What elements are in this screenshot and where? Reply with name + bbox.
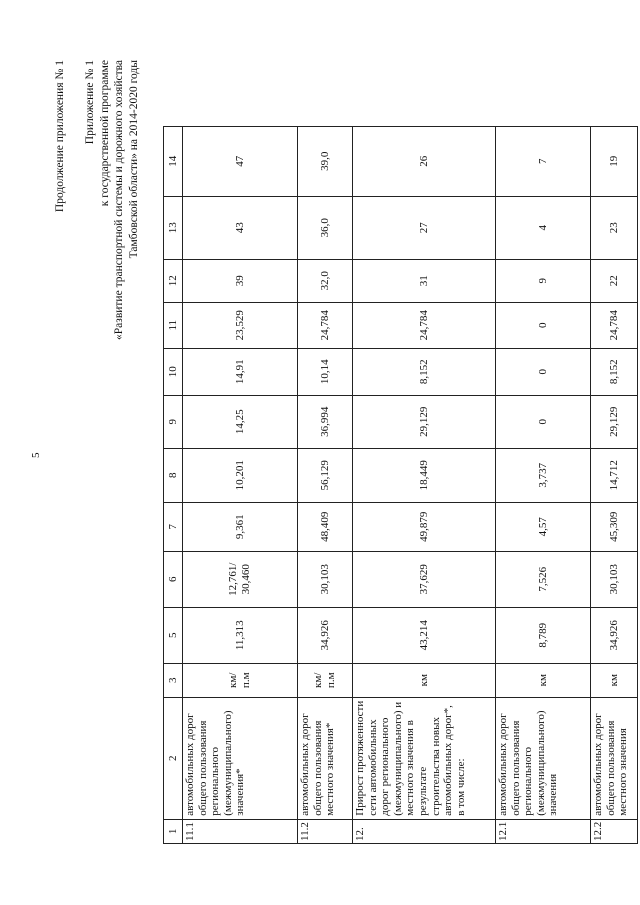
value-cell: 8,152 bbox=[353, 348, 496, 395]
value-cell: 29,129 bbox=[591, 395, 638, 448]
value-cell: 10,201 bbox=[183, 448, 298, 502]
row-name: автомобильных дорог общего пользования местного значения bbox=[591, 697, 638, 819]
value-cell: 36,994 bbox=[298, 395, 353, 448]
value-cell: 49,879 bbox=[353, 502, 496, 551]
value-cell: 14,91 bbox=[183, 348, 298, 395]
value-cell: 37,629 bbox=[353, 551, 496, 607]
row-name: автомобильных дорог общего пользования регионального (межмуниципального) значения bbox=[496, 697, 591, 819]
value-cell: 27 bbox=[353, 196, 496, 259]
value-cell: 26 bbox=[353, 126, 496, 196]
value-cell: 19 bbox=[591, 126, 638, 196]
header-cell: 12 bbox=[164, 259, 183, 302]
row-number: 11.2 bbox=[298, 819, 353, 843]
value-cell: 0 bbox=[496, 348, 591, 395]
header-cell: 7 bbox=[164, 502, 183, 551]
header-cell: 13 bbox=[164, 196, 183, 259]
header-cell: 8 bbox=[164, 448, 183, 502]
value-cell: 43,214 bbox=[353, 607, 496, 663]
value-cell: 23,529 bbox=[183, 302, 298, 348]
row-name: автомобильных дорог общего пользования регионального (межмуниципального) значения* bbox=[183, 697, 298, 819]
value-cell: 18,449 bbox=[353, 448, 496, 502]
row-number: 12. bbox=[353, 819, 496, 843]
table-row bbox=[591, 126, 638, 843]
table-row bbox=[183, 126, 298, 843]
row-unit: км bbox=[591, 663, 638, 697]
value-cell: 22 bbox=[591, 259, 638, 302]
value-cell: 8,789 bbox=[496, 607, 591, 663]
page-number: 5 bbox=[30, 452, 42, 458]
table-row bbox=[298, 126, 353, 843]
header-cell: 14 bbox=[164, 126, 183, 196]
value-cell: 14,712 bbox=[591, 448, 638, 502]
value-cell: 43 bbox=[183, 196, 298, 259]
value-cell: 48,409 bbox=[298, 502, 353, 551]
value-cell: 4 bbox=[496, 196, 591, 259]
value-cell: 24,784 bbox=[298, 302, 353, 348]
appendix-line: Приложение № 1 bbox=[84, 60, 96, 145]
appendix-header bbox=[83, 60, 141, 390]
value-cell: 11,313 bbox=[183, 607, 298, 663]
value-cell: 0 bbox=[496, 395, 591, 448]
row-number: 12.2 bbox=[591, 819, 638, 843]
value-cell: 14,25 bbox=[183, 395, 298, 448]
header-cell: 3 bbox=[164, 663, 183, 697]
value-cell: 24,784 bbox=[353, 302, 496, 348]
header-row bbox=[164, 126, 183, 843]
value-cell: 47 bbox=[183, 126, 298, 196]
header-cell: 5 bbox=[164, 607, 183, 663]
row-unit: км bbox=[353, 663, 496, 697]
row-unit: км/ п.м bbox=[183, 663, 298, 697]
header-cell: 1 bbox=[164, 819, 183, 843]
value-cell: 31 bbox=[353, 259, 496, 302]
row-name: автомобильных дорог общего пользования местного значения* bbox=[298, 697, 353, 819]
value-cell: 34,926 bbox=[591, 607, 638, 663]
value-cell: 3,737 bbox=[496, 448, 591, 502]
row-unit: км/ п.м bbox=[298, 663, 353, 697]
value-cell: 24,784 bbox=[591, 302, 638, 348]
value-cell: 9,361 bbox=[183, 502, 298, 551]
value-cell: 4,57 bbox=[496, 502, 591, 551]
row-name: Прирост протяженности сети автомобильных дорог регионального (межмуниципального) и местного значения в результате строительства новых автомобильных дорог*, в том числе: bbox=[353, 697, 496, 819]
header-cell: 6 bbox=[164, 551, 183, 607]
value-cell: 7,526 bbox=[496, 551, 591, 607]
value-cell: 56,129 bbox=[298, 448, 353, 502]
indicators-table bbox=[163, 126, 638, 844]
value-cell: 8,152 bbox=[591, 348, 638, 395]
value-cell: 36,0 bbox=[298, 196, 353, 259]
table-row bbox=[353, 126, 496, 843]
header-cell: 10 bbox=[164, 348, 183, 395]
header-cell: 2 bbox=[164, 697, 183, 819]
appendix-line: «Развитие транспортной системы и дорожного хозяйства bbox=[113, 60, 125, 340]
value-cell: 30,103 bbox=[591, 551, 638, 607]
value-cell: 0 bbox=[496, 302, 591, 348]
appendix-line: Тамбовской области» на 2014-2020 годы bbox=[127, 60, 140, 259]
value-cell: 29,129 bbox=[353, 395, 496, 448]
value-cell: 39,0 bbox=[298, 126, 353, 196]
continuation-title: Продолжение приложения № 1 bbox=[54, 60, 66, 213]
value-cell: 32,0 bbox=[298, 259, 353, 302]
value-cell: 12,761/ 30,460 bbox=[183, 551, 298, 607]
header-cell: 11 bbox=[164, 302, 183, 348]
row-unit: км bbox=[496, 663, 591, 697]
appendix-line: к государственной программе bbox=[98, 60, 111, 207]
value-cell: 9 bbox=[496, 259, 591, 302]
row-number: 12.1 bbox=[496, 819, 591, 843]
value-cell: 7 bbox=[496, 126, 591, 196]
row-number: 11.1 bbox=[183, 819, 298, 843]
value-cell: 30,103 bbox=[298, 551, 353, 607]
table-row bbox=[496, 126, 591, 843]
value-cell: 34,926 bbox=[298, 607, 353, 663]
value-cell: 45,309 bbox=[591, 502, 638, 551]
header-cell: 9 bbox=[164, 395, 183, 448]
value-cell: 39 bbox=[183, 259, 298, 302]
value-cell: 23 bbox=[591, 196, 638, 259]
value-cell: 10,14 bbox=[298, 348, 353, 395]
